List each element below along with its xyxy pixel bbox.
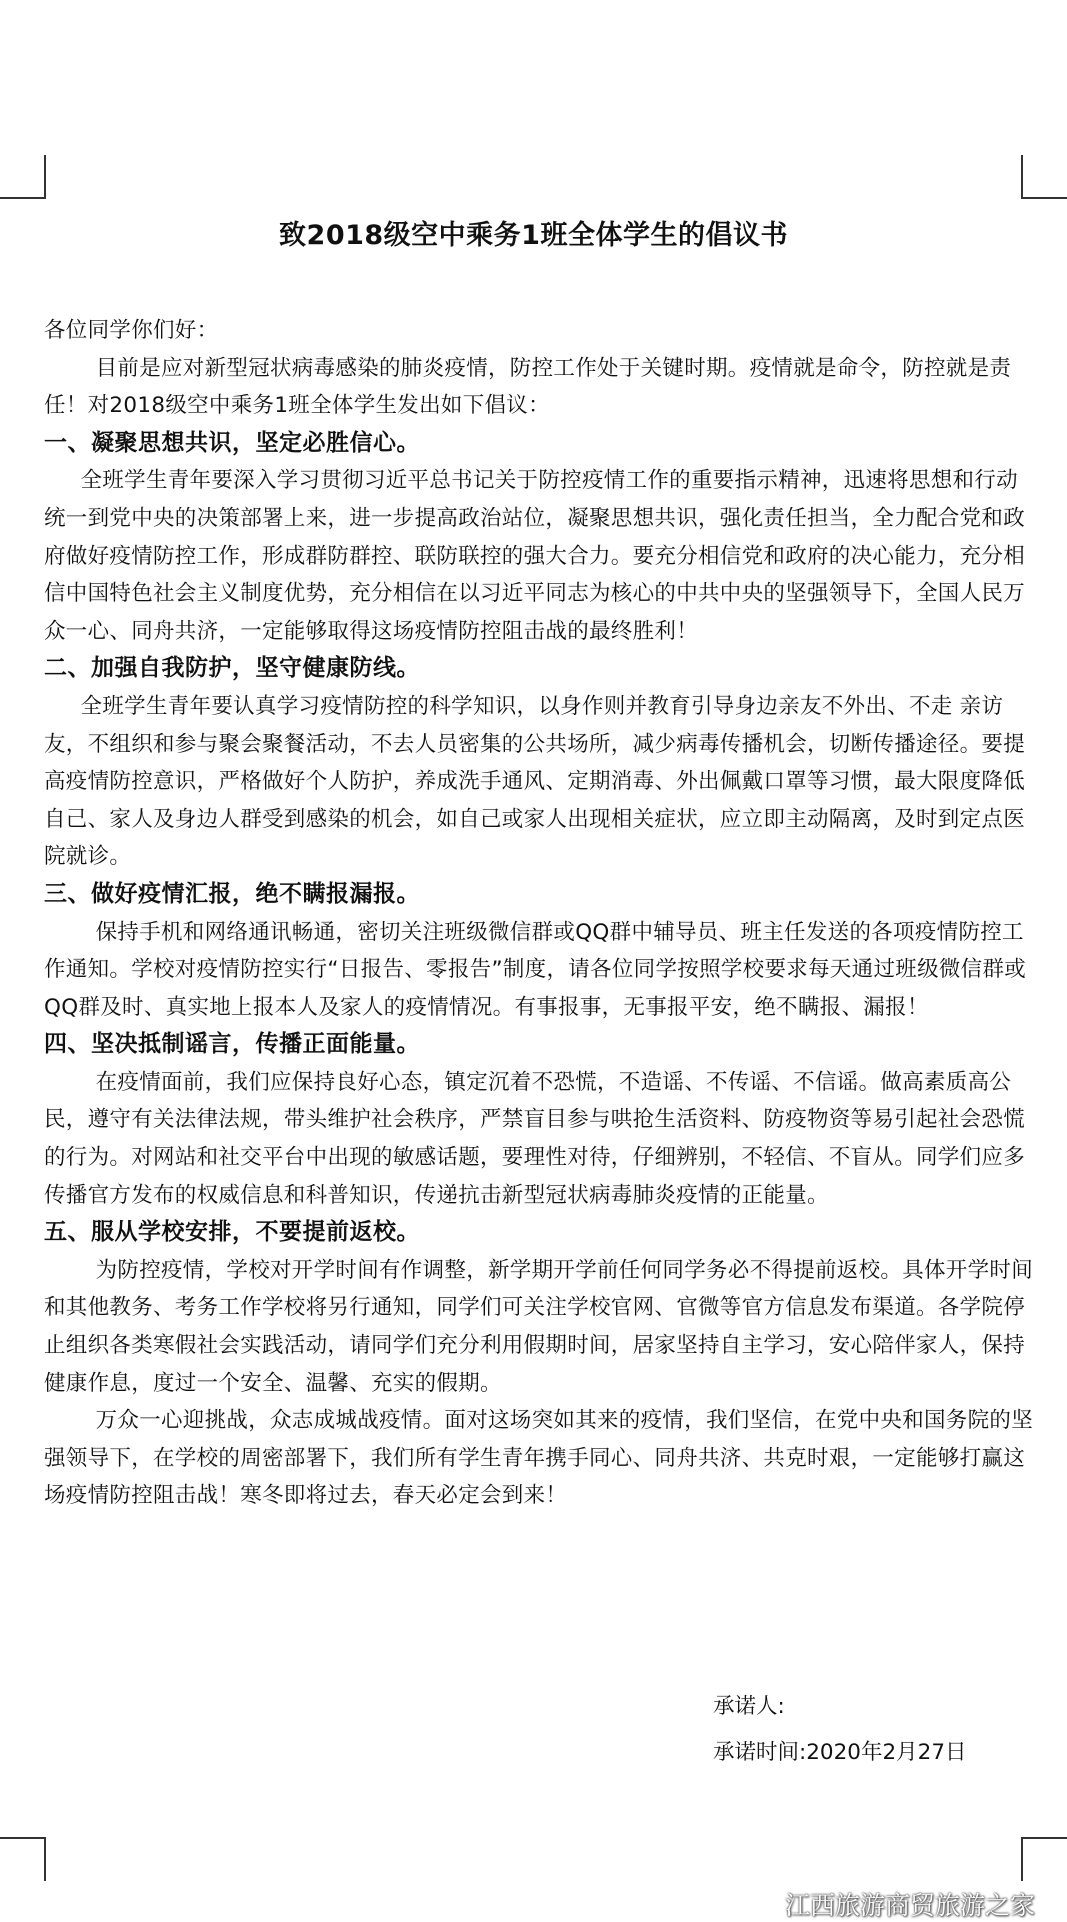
wechat-icon <box>743 1890 777 1918</box>
section-heading-2: 二、加强自我防护，坚守健康防线。 <box>44 655 420 682</box>
document-title: 致2018级空中乘务1班全体学生的倡议书 <box>279 220 788 251</box>
section-text-1: 全班学生青年要深入学习贯彻习近平总书记关于防控疫情工作的重要指示精神，迅速将思想和行动统一到党中央的决策部署上来，进一步提高政治站位，凝聚思想共识，强化责任担当，全力配合党和政府做好疫情防控工作，形成群防群控、联防联控的强大合力。要充分相信党和政府的决心能力，充分相信中国特色社会主义制度优势，充分相信在以习近平同志为核心的中共中央的坚强领导下，全国人民万众一心、同舟共济，一定能够取得这场疫情防控阻击战的最终胜利！ <box>44 468 1026 644</box>
signature-block <box>713 1684 967 1776</box>
watermark <box>743 1888 1035 1920</box>
section-text-5: 为防控疫情，学校对开学时间有作调整，新学期开学前任何同学务必不得提前返校。具体开学时间和其他教务、考务工作学校将另行通知，同学们可关注学校官网、官微等官方信息发布渠道。各学院停止组织各类寒假社会实践活动，请同学们充分利用假期时间，居家坚持自主学习，安心陪伴家人，保持健康作息，度过一个安全、温馨、充实的假期。 <box>44 1257 1033 1396</box>
section-text-3: 保持手机和网络通讯畅通，密切关注班级微信群或QQ群中辅导员、班主任发送的各项疫情防控工作通知。学校对疫情防控实行“日报告、零报告”制度，请各位同学按照学校要求每天通过班级微信群或QQ群及时、真实地上报本人及家人的疫情情况。有事报事，无事报平安，绝不瞒报、漏报！ <box>44 919 1027 1020</box>
closing-paragraph: 万众一心迎挑战，众志成城战疫情。面对这场突如其来的疫情，我们坚信，在党中央和国务院的坚强领导下，在学校的周密部署下，我们所有学生青年携手同心、同舟共济、共克时艰，一定能够打赢这场疫情防控阻击战！寒冬即将过去，春天必定会到来！ <box>44 1408 1033 1509</box>
pledge-date: 承诺时间:2020年2月27日 <box>713 1740 967 1765</box>
watermark-text: 江西旅游商贸旅游之家 <box>784 1891 1035 1920</box>
intro-paragraph: 目前是应对新型冠状病毒感染的肺炎疫情，防控工作处于关键时期。疫情就是命令，防控就是责任！对2018级空中乘务1班全体学生发出如下倡议： <box>44 355 1012 419</box>
section-heading-5: 五、服从学校安排，不要提前返校。 <box>44 1219 420 1246</box>
document-body <box>44 312 1034 1515</box>
greeting: 各位同学你们好： <box>44 318 219 343</box>
crop-mark-top-left <box>0 155 46 199</box>
pledger-label: 承诺人: <box>713 1694 785 1719</box>
section-heading-4: 四、坚决抵制谣言，传播正面能量。 <box>44 1031 420 1058</box>
crop-mark-bottom-right <box>1021 1837 1067 1881</box>
crop-mark-top-right <box>1021 155 1067 199</box>
crop-mark-bottom-left <box>0 1837 46 1881</box>
section-text-4: 在疫情面前，我们应保持良好心态，镇定沉着不恐慌，不造谣、不传谣、不信谣。做高素质高公民，遵守有关法律法规，带头维护社会秩序，严禁盲目参与哄抢生活资料、防疫物资等易引起社会恐慌的行为。对网站和社交平台中出现的敏感话题，要理性对待，仔细辨别，不轻信、不盲从。同学们应多传播官方发布的权威信息和科普知识，传递抗击新型冠状病毒肺炎疫情的正能量。 <box>44 1069 1026 1208</box>
section-text-2: 全班学生青年要认真学习疫情防控的科学知识，以身作则并教育引导身边亲友不外出、不走 亲访友，不组织和参与聚会聚餐活动，不去人员密集的公共场所，减少病毒传播机会，切断传播途径。要提高疫情防控意识，严格做好个人防护，养成洗手通风、定期消毒、外出佩戴口罩等习惯，最大限度降低自己、家人及身边人群受到感染的机会，如自己或家人出现相关症状，应立即主动隔离，及时到定点医院就诊。 <box>44 693 1026 870</box>
section-heading-1: 一、凝聚思想共识，坚定必胜信心。 <box>44 429 420 456</box>
section-heading-3: 三、做好疫情汇报，绝不瞒报漏报。 <box>44 880 420 907</box>
